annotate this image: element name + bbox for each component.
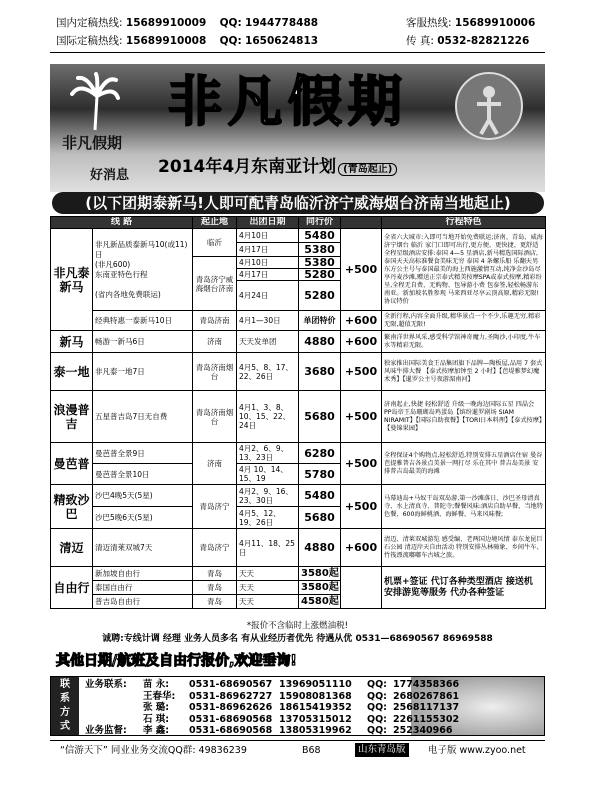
cat-sabah: 精致沙巴 [51,485,93,529]
cat-free: 自由行 [51,567,93,609]
contact-mobile: 13805319962 [279,725,352,736]
domestic-hotline: 国内定稿热线: 15689910009 QQ: 1944778488 [56,17,319,29]
depart: 青岛济宁 [193,529,237,567]
date: 天天 [237,595,299,609]
th-depart: 起止地 [193,217,237,229]
contact-mobile: 18615419352 [279,702,352,713]
features: 全程保证4个购物点,轻松舒适,特别安排五星酒店住宿 曼谷芭提雅普吉各景点美景一网打尽 乐在其中 普吉岛美景 安排普吉岛最美的海滩 [382,443,546,485]
footer-paper: 山东青岛版 [355,743,409,757]
date: 4月 10、14、15、19 [237,464,299,485]
footer-page: B68 [302,745,321,756]
contact-qq-label: QQ: [367,725,387,736]
price: 5380 [299,243,341,257]
date: 4月5、12、19、26日 [237,507,299,529]
route-fanfan-10d: 非凡新品质泰新马10(或11)日 (非凡600) 东南亚特色行程 (省内各地免费联运) [93,229,193,311]
cat-manbapu: 曼芭普 [51,443,93,485]
contact-box [50,676,545,736]
contact-name: 张 璐: [143,702,170,713]
cat-chiangmai: 清迈 [51,529,93,567]
other-dates-banner: 其他日期/航班及自由行报价,欢迎垂询! [56,653,297,669]
contact-mobile: 13969051110 [279,679,352,690]
price: 5480 [299,229,341,243]
contact-mobile: 15908081368 [279,690,352,702]
price: 5780 [299,464,341,485]
depart: 青岛济南 [193,311,237,331]
contact-name: 李 鑫: [143,725,170,736]
itinerary-table [50,216,546,609]
brand-title: 非凡假期 [168,69,408,133]
contact-tel: 0531-68690567 [189,679,273,690]
contact-tel: 0531-86962626 [189,702,273,713]
depart: 青岛济南烟台 [193,353,237,391]
footer-divider [50,740,545,741]
side-news: 好消息 [90,168,130,183]
contact-qq: 2261155302 [393,713,460,725]
date: 4月10日 [237,229,299,243]
contact-role: 业务监督: [85,725,127,736]
depart-multi: 青岛济宁威海烟台济南 [193,257,237,311]
features: 清迈、清莱双城游览 感受编、老两国边境风情 泰东龙昆巨石公园 清迈岸天自由活动 特别安排丛林骑象、乡间牛车、竹筏漂流嘟嘟车古城之旅。 [382,529,546,567]
price: 5680 [299,507,341,529]
price: 5380 [299,257,341,269]
header-divider [50,52,545,53]
features: 独家推出国际美食王品集团旗下品牌—陶板屋,品用 7 套式风味牛排大餐 【泰式按摩加钟至 2 小时】【芭堤雅梦幻魔术秀】【暹罗公主号夜游湄南河】 [382,353,546,391]
contact-row [85,679,463,691]
fax-line: 传 真: 0532-82821226 [406,35,530,47]
contact-tel: 0531-86962727 [189,690,273,702]
route: 新加坡自由行 [93,567,193,581]
contact-qq: 252340966 [393,725,453,736]
route: 普吉岛自由行 [93,595,193,609]
departure-ticker: (以下团期泰新马!人即可配青岛临沂济宁威海烟台济南当地起止) [52,192,544,214]
price: 4880 [299,331,341,353]
route: 曼芭普全景10日 [93,464,193,485]
depart: 青岛济宁 [193,485,237,529]
footer-qq-group: “信游天下” 同业业务交流QQ群: 49836239 [60,745,247,756]
price: 单团特价 [299,311,341,331]
price: 3580起 [299,581,341,595]
features: 马幕迪岛+马奴干岛双岛游,第一沙滩落日、沙巴圣母清真寺、水上清真寺、普陀寺;餐餐风味:酒店自助早餐、当地特色餐、600海鲜桃酒、海鲜餐、马来风味餐; [382,485,546,529]
contact-qq-label: QQ: [367,690,387,702]
price: 3680 [299,353,341,391]
depart: 青岛 [193,567,237,581]
features: 全省六大城市:入即可当地开始免费联运;济南、青岛、威海 济宁烟台 临沂 家门口即可出行,更方便、更快捷、更舒适 全程星级酒店安排:泰国 4—5 星酒店,新马精选国际酒店,泰国天天高标准餐食美味无穷 泰国 4 条螺乐船 乐翻天男 东方公主号与泰国最美的海上西施激情互动,纯净金沙岛尽享丹麦沙滩,赠送正宗泰式精美按摩SPA或泰式按摩,精彩纷呈,全程无自费、无购物、包导游小费 包泰签,轻松畅游东南亚。新加坡名胜参观 马来西亚尽享云顶高原,精彩无限!协议特价 [382,229,546,311]
th-route: 线 路 [51,217,193,229]
contact-name: 石 琪: [143,713,170,725]
contact-qq-label: QQ: [367,679,387,690]
bonus: +500 [341,391,382,443]
contact-row [85,714,463,726]
date: 天天 [237,581,299,595]
route: 泰国自由行 [93,581,193,595]
price: 5280 [299,269,341,281]
cat-phuket: 浪漫普吉 [51,391,93,443]
palm-logo-icon [70,72,120,132]
date: 4月10日 [237,257,299,269]
bonus: +500 [341,353,382,391]
contact-tel: 0531-68690568 [189,713,273,725]
route: 畅游一新马6日 [93,331,193,353]
route-classic: 经典特惠一泰新马10日 [93,311,193,331]
plan-title-wrap [158,152,397,177]
bonus: +500 [341,485,382,529]
recruit-slogan: 诚聘:专线计调 经理 业务人员多名 有从业经历者优先 待遇从优 0531—68690567 86969588 [102,634,493,644]
route: 非凡泰一地7日 [93,353,193,391]
price: 3580起 [299,567,341,581]
depart: 济南 [193,331,237,353]
date: 4月2、9、16、23、30日 [237,485,299,507]
bonus: +600 [341,529,382,567]
depart: 青岛 [193,581,237,595]
th-dates: 出团日期 [237,217,299,229]
date: 4月24日 [237,281,299,311]
date: 天天发单团 [237,331,299,353]
fuel-note: *报价不含临时上涨燃油税! [246,621,349,631]
plan-title: 2014年4月东南亚计划 [158,157,337,177]
price: 4880 [299,529,341,567]
contact-row [85,691,463,703]
contact-name: 王春华: [143,690,176,702]
features: 全新行程,内容全面升级,精华景点一个不少,乐趣无穷,精彩无限,超值无限! [382,311,546,331]
features: 繁南洋世界风采,感受科学馆神奇魔力,圣陶沙,小印度,牛车水等精彩无限。 [382,331,546,353]
contact-row [85,725,463,736]
route: 五星普吉岛7日无自费 [93,391,193,443]
side-brand: 非凡假期 [62,134,123,152]
th-price: 同行价 [299,217,341,229]
dancer-seal-icon [455,72,523,140]
date: 4月1—30日 [237,311,299,331]
route: 沙巴4晚5天(5星) [93,485,193,507]
date: 4月1、3、8、10、15、22、24日 [237,391,299,443]
contact-tel: 0531-68690568 [189,725,273,736]
contact-mobile: 13705315012 [279,713,352,725]
route: 沙巴5晚6天(5星) [93,507,193,529]
bonus-empty [341,567,382,609]
depart: 青岛 [193,595,237,609]
date: 4月2、6、9、13、23日 [237,443,299,464]
price: 4580起 [299,595,341,609]
banner [50,64,545,192]
date: 4月5、8、17、22、26日 [237,353,299,391]
date: 4月17日 [237,269,299,281]
intl-hotline: 国际定稿热线: 15689910008 QQ: 1650624813 [56,35,319,47]
route: 曼芭普全景9日 [93,443,193,464]
contact-role: 业务联系: [85,679,127,690]
contact-row [85,702,463,714]
th-features: 行程特色 [382,217,546,229]
bonus: +600 [341,331,382,353]
footer-website[interactable]: 电子版 www.zyoo.net [428,745,526,756]
service-hotline: 客服热线: 15689910006 [406,17,536,29]
cat-xinma: 新马 [51,331,93,353]
contact-name: 苗 永: [143,679,170,690]
th-bonus [341,217,382,229]
contact-label: 联系方式 [51,677,79,736]
contact-qq: 2680267861 [393,690,460,702]
depart: 济南 [193,443,237,485]
contact-qq: 1774358366 [393,679,460,690]
bonus: +500 [341,229,382,311]
price: 6280 [299,443,341,464]
contact-qq-label: QQ: [367,702,387,713]
depart-linyi: 临沂 [193,229,237,257]
contact-qq: 2568117137 [393,702,460,713]
route: 清迈清莱双城7天 [93,529,193,567]
depart: 青岛济南烟台 [193,391,237,443]
cat-taiyidi: 泰一地 [51,353,93,391]
date: 4月11、18、25日 [237,529,299,567]
features: 济南起止,快捷 轻松舒适 升级一晚海边国际五星 四晶会 PP岛帝王岛珊瑚岛鸡蛋岛【缤纷暹罗剧场 SIAM NIRAMIT】【国际自助夜餐】【TORI日本料理】【泰式按摩】【曼锦果园】 [382,391,546,443]
price: 5680 [299,391,341,443]
plan-subtitle: (青岛起止) [338,163,397,176]
bonus: +500 [341,443,382,485]
bonus: +600 [341,311,382,331]
features: 机票+签证 代订各种类型酒店 接送机 安排游览等服务 代办各种签证 [382,567,546,609]
contact-qq-label: QQ: [367,713,387,725]
price: 5280 [299,281,341,311]
date: 天天 [237,567,299,581]
cat-fanfan: 非凡泰新马 [51,229,93,331]
price: 5480 [299,485,341,507]
date: 4月17日 [237,243,299,257]
